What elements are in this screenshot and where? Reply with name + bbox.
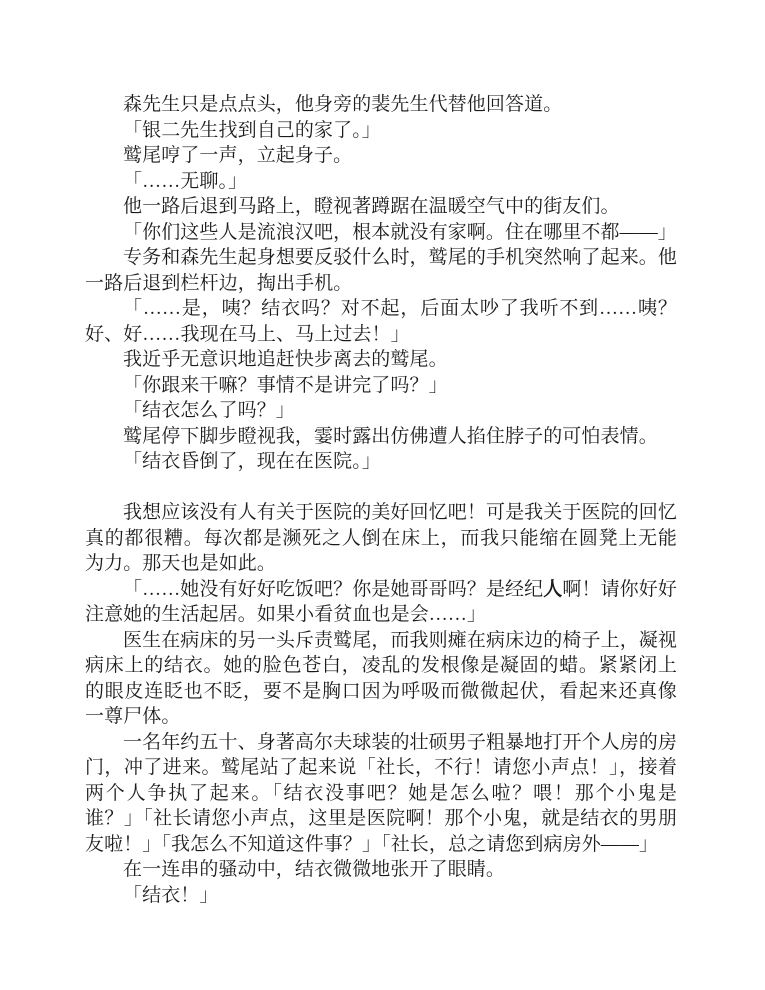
paragraph-dialogue: 「银二先生找到自己的家了。」	[123, 119, 381, 141]
paragraph: 他一路后退到马路上，瞪视著蹲踞在温暖空气中的街友们。	[123, 196, 620, 217]
paragraph: 医生在病床的另一头斥责鹫尾，而我则瘫在病床边的椅子上，凝视病床上的结衣。她的脸色苍白，凌乱的发根像是凝固的蜡。紧紧闭上的眼皮连眨也不眨，要不是胸口因为呼吸而微微起伏，看起来还真像一尊尸体。	[85, 629, 677, 727]
paragraph: 鹫尾哼了一声，立起身子。	[123, 145, 353, 166]
paragraph: 一名年约五十、身著高尔夫球装的壮硕男子粗暴地打开个人房的房门，冲了进来。鹫尾站了起来说「社长，不行！请您小声点！」，接着两个人争执了起来。「结衣没事吧？她是怎么啦？喂！那个小鬼是谁？」「社长请您小声点，这里是医院啊！那个小鬼，就是结衣的男朋友啦！」「我怎么不知道这件事？」「社长，总之请您到病房外——」	[85, 731, 677, 855]
paragraph: 森先生只是点点头，他身旁的裴先生代替他回答道。	[123, 94, 563, 115]
paragraph: 在一连串的骚动中，结衣微微地张开了眼睛。	[123, 859, 506, 880]
paragraph-dialogue: 「你们这些人是流浪汉吧，根本就没有家啊。住在哪里不都——」	[123, 221, 677, 243]
paragraph-dialogue	[85, 577, 677, 628]
novel-text-page	[85, 92, 677, 908]
paragraph-dialogue: 「结衣！」	[123, 884, 219, 906]
scene-break-spacer	[85, 475, 677, 501]
paragraph-dialogue: 「……无聊。」	[123, 170, 248, 192]
paragraph-dialogue: 「你跟来干嘛？事情不是讲完了吗？」	[123, 374, 448, 396]
paragraph: 我近乎无意识地追赶快步离去的鹫尾。	[123, 349, 448, 370]
paragraph: 专务和森先生起身想要反驳什么时，鹫尾的手机突然响了起来。他一路后退到栏杆边，掏出手机。	[85, 247, 677, 294]
paragraph: 鹫尾停下脚步瞪视我，霎时露出仿佛遭人掐住脖子的可怕表情。	[123, 425, 658, 447]
paragraph-dialogue: 「结衣怎么了吗？」	[123, 400, 295, 421]
paragraph-dialogue: 「结衣昏倒了，现在在医院。」	[123, 451, 381, 472]
paragraph-dialogue: 「……是，咦？结衣吗？对不起，后面太吵了我听不到……咦？好、好……我现在马上、马上过去！」	[85, 298, 677, 345]
paragraph-segment: 「……她没有好好吃饭吧？你是她哥哥吗？是经纪	[123, 578, 544, 600]
paragraph: 我想应该没有人有关于医院的美好回忆吧！可是我关于医院的回忆真的都很糟。每次都是濒死之人倒在床上，而我只能缩在圆凳上无能为力。那天也是如此。	[85, 502, 677, 574]
paragraph-segment-emphasized: 人	[543, 578, 563, 600]
paragraph-segment: 啊！请你好好注意她的生活起居。如果小看贫血也是会……」	[85, 578, 677, 625]
